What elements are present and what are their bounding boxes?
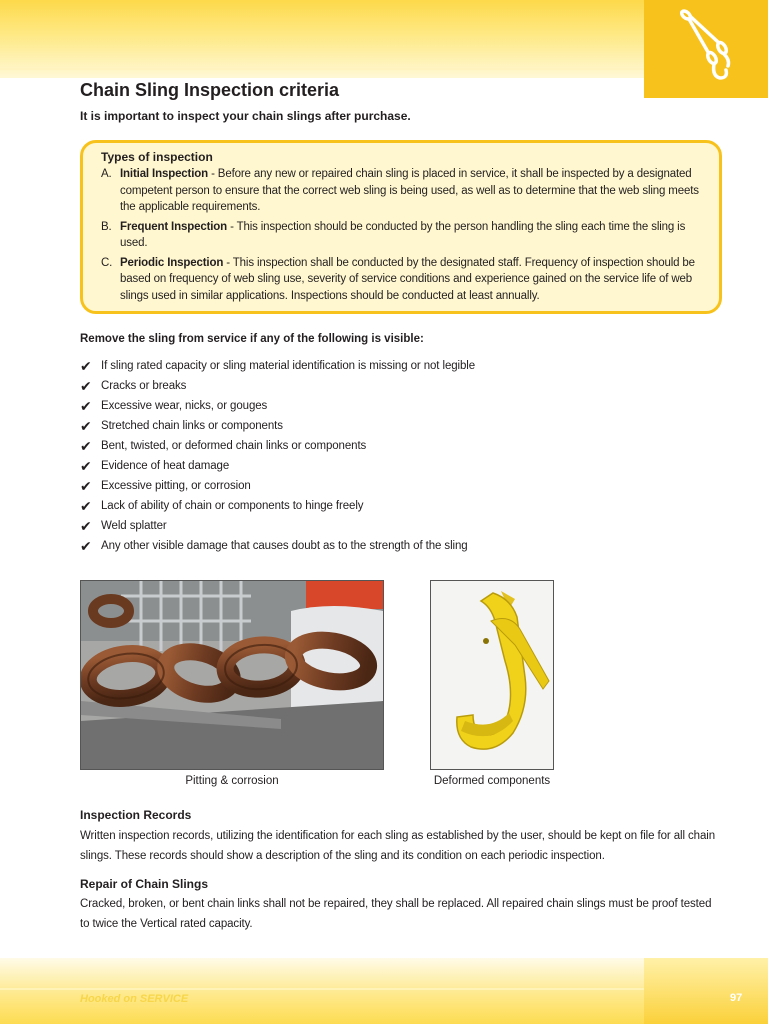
removal-checklist [80, 356, 475, 556]
records-heading: Inspection Records [80, 808, 192, 822]
list-item [80, 536, 475, 556]
item-title: Initial Inspection [120, 168, 209, 180]
records-body: Written inspection records, utilizing the identification for each sling as established by the user, should be kept on file for all chain slings. These records should show a description of the sling and its condition on each periodic inspection. [80, 830, 716, 862]
checkmark-icon: ✔ [80, 517, 92, 534]
repair-body: Cracked, broken, or bent chain links shall not be repaired, they shall be replaced. All repaired chain slings must be proof tested to twice the Vertical rated capacity. [80, 898, 712, 930]
list-item [80, 456, 475, 476]
list-item [80, 516, 475, 536]
inspection-item-frequent [101, 219, 703, 252]
repair-heading: Repair of Chain Slings [80, 877, 209, 891]
list-item [80, 496, 475, 516]
deformed-photo-caption: Deformed components [433, 775, 551, 787]
checkmark-icon: ✔ [80, 437, 92, 454]
item-text: - Before any new or repaired chain sling is placed in service, it shall be inspected by a designated competent person to ensure that the correct web sling is being used, as well as to determine that the web sling meets the applicable requirements. [120, 168, 699, 213]
checkmark-icon: ✔ [80, 457, 92, 474]
corner-tab [644, 0, 768, 98]
item-title: Periodic Inspection [120, 256, 224, 269]
list-item-text: If sling rated capacity or sling material identification is missing or not legible [101, 360, 476, 372]
checkmark-icon: ✔ [80, 397, 92, 414]
list-item-text: Bent, twisted, or deformed chain links or components [101, 440, 367, 452]
checkmark-icon: ✔ [80, 537, 92, 554]
list-item [80, 436, 475, 456]
chain-sling-icon [674, 6, 738, 86]
corroded-chain-photo [80, 580, 384, 770]
list-item [80, 396, 475, 416]
list-item [80, 476, 475, 496]
page-number: 97 [730, 992, 743, 1004]
list-item-text: Stretched chain links or components [101, 420, 283, 432]
page-subtitle: It is important to inspect your chain slings after purchase. [80, 109, 411, 123]
list-item-text: Any other visible damage that causes doubt as to the strength of the sling [101, 540, 468, 552]
removal-heading: Remove the sling from service if any of the following is visible: [80, 333, 424, 345]
checkmark-icon: ✔ [80, 377, 92, 394]
page-title: Chain Sling Inspection criteria [80, 80, 340, 100]
item-text: - This inspection should be conducted by the person handling the sling each time the sling is used. [120, 220, 686, 249]
list-item [80, 416, 475, 436]
checkmark-icon: ✔ [80, 357, 92, 374]
list-item [80, 356, 475, 376]
list-item-text: Excessive wear, nicks, or gouges [101, 400, 268, 412]
footer-corner-tab [644, 958, 768, 1024]
list-item-text: Cracks or breaks [101, 380, 187, 392]
inspection-types-box [80, 140, 722, 314]
list-item-text: Lack of ability of chain or components to hinge freely [101, 500, 364, 512]
list-item-text: Excessive pitting, or corrosion [101, 480, 251, 492]
inspection-item-periodic [101, 255, 703, 305]
checkmark-icon: ✔ [80, 477, 92, 494]
inspection-item-initial [101, 166, 703, 216]
checkmark-icon: ✔ [80, 417, 92, 434]
corrosion-photo-caption: Pitting & corrosion [185, 775, 279, 787]
list-item [80, 376, 475, 396]
item-letter: B. [101, 220, 112, 233]
list-item-text: Evidence of heat damage [101, 460, 230, 472]
deformed-hook-photo [430, 580, 554, 770]
footer-title: Hooked on SERVICE [80, 993, 189, 1005]
item-text: - This inspection shall be conducted by the designated staff. Frequency of inspection should be based on frequency of web sling use, severity of service conditions and experience gained on the service life of web slings used in similar applications. Inspections should be conducted at least annually. [120, 256, 695, 302]
inspection-types-heading: Types of inspection [101, 150, 213, 164]
item-letter: A. [101, 168, 112, 180]
item-title: Frequent Inspection [120, 220, 228, 233]
list-item-text: Weld splatter [101, 520, 167, 532]
item-letter: C. [101, 256, 113, 269]
checkmark-icon: ✔ [80, 497, 92, 514]
